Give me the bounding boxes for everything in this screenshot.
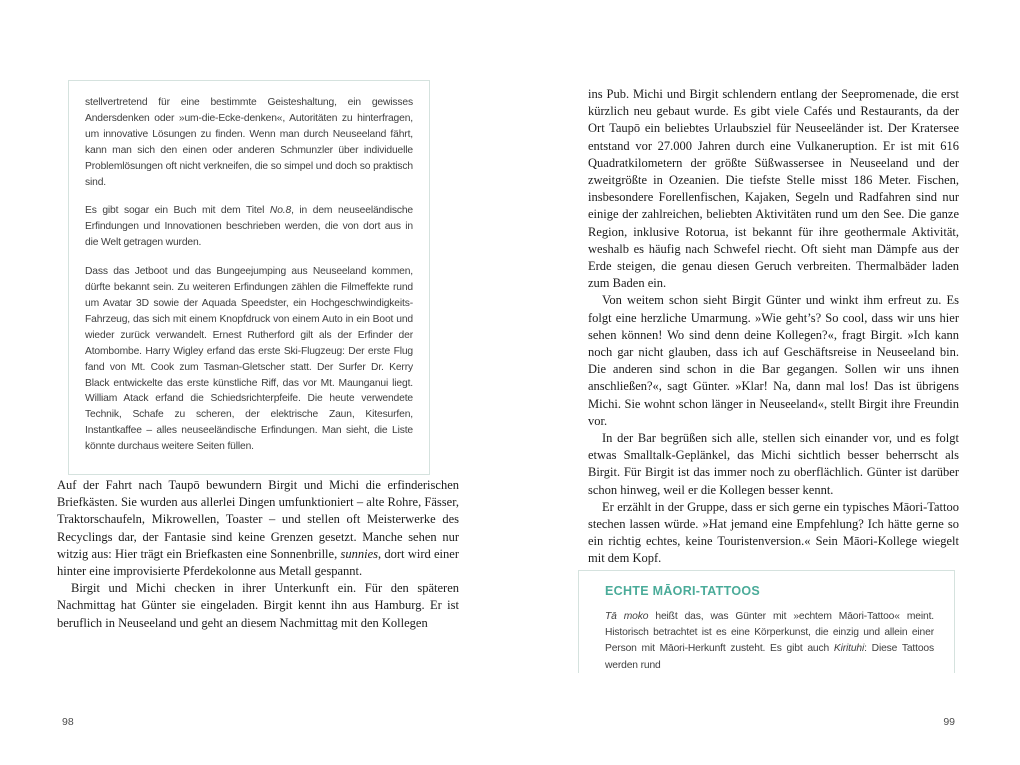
info-box-paragraph: Dass das Jetboot und das Bungeejumping aus Neuseeland kommen, dürfte bekannt sein. Zu weiteren Erfindungen zählen die Filmeffekte rund um Avatar 3D sowie der Aquada Speedster, ein Hochgeschwindigkeits-Fahrzeug, das sich mit einem Knopfdruck von einem Auto in ein Boot und wieder zurück verwandelt. Ernest Rutherford gilt als der Erfinder der Atombombe. Harry Wigley erfand das erste Ski-Flugzeug: Der erste Flug fand von Mt. Cook zum Tasman-Gletscher statt. Der Surfer Dr. Kerry Black entwickelte das erste künstliche Riff, das vor Mt. Maunganui liegt. William Atack erfand die Schiedsrichterpfeife. Die heute verwendete Technik, Schafe zu scheren, der elektrische Zaun, Kitesurfen, Instantkaffee – alles neuseeländische Erfindungen. Man sieht, die Liste könnte durchaus weitere Seiten füllen. bbox=[85, 266, 413, 453]
info-box-paragraph: Es gibt sogar ein Buch mit dem Titel No.8, in dem neuseeländische Erfindungen und Innovationen beschrieben werden, die von dort aus in die Welt getragen wurden. bbox=[85, 205, 413, 249]
info-box-title: ECHTE MĀORI-TATTOOS bbox=[605, 584, 760, 598]
body-paragraph: ins Pub. Michi und Birgit schlendern entlang der Seepromenade, die erst kürzlich neu gebaut wurde. Es gibt viele Cafés und Restaurants, da der Ort Taupō ein beliebtes Urlaubsziel für Neuseeländer ist. Der Kratersee entstand vor 27.000 Jahren durch eine Vulkaneruption. Er ist mit 616 Quadratkilometern der größte Süßwassersee in Neuseeland und der zweitgrößte in Ozeanien. Die tiefste Stelle misst 186 Meter. Fischen, insbesondere Forellenfischen, Kajaken, Segeln und Radfahren sind nur einige der zahlreichen, beliebten Aktivitäten rund um den See. Die ganze Region, inklusive Rotorua, ist bekannt für ihre geothermale Aktivität, weshalb es häufig nach Schwefel riecht. Oft sieht man Dämpfe aus der Erde steigen, die genau diesen Geruch verbreiten. Thermalbäder laden zum Baden ein. bbox=[588, 87, 959, 291]
info-box-paragraph: stellvertretend für eine bestimmte Geisteshaltung, ein gewisses Andersdenken oder »um-die-Ecke-denken«, Autoritäten zu hinterfragen, um innovative Lösungen zu finden. Wenn man durch Neuseeland fährt, kann man sich den einen oder anderen Schmunzler über individuelle Problemlösungen oft nicht verkneifen, die so simpel und doch so praktisch sind. bbox=[85, 97, 413, 188]
inventions-info-box bbox=[68, 80, 430, 475]
right-page-body bbox=[588, 86, 959, 568]
page-number-left: 98 bbox=[62, 716, 74, 728]
body-paragraph: Birgit und Michi checken in ihrer Unterkunft ein. Für den späteren Nachmittag hat Günter sie eingeladen. Birgit kennt ihn aus Hamburg. Er ist beruflich in Neuseeland und geht an diesem Nachmittag mit den Kollegen bbox=[57, 581, 459, 630]
maori-tattoo-info-box bbox=[578, 570, 955, 673]
page-number-right: 99 bbox=[943, 716, 955, 728]
body-paragraph: Auf der Fahrt nach Taupō bewundern Birgit und Michi die erfinderischen Briefkästen. Sie wurden aus allerlei Dingen umfunktioniert – alte Rohre, Fässer, Traktorschaufeln, Mikrowellen, Toaster – und stellen oft Meisterwerke des Recyclings dar, der Fantasie sind keine Grenzen gesetzt. Manche sehen nur witzig aus: Hier trägt ein Briefkasten eine Sonnenbrille, sunnies, dort wird einer hinter eine improvisierte Pferdekolonne aus Metall gespannt. bbox=[57, 478, 459, 579]
body-paragraph: In der Bar begrüßen sich alle, stellen sich einander vor, und es folgt etwas Smalltalk-Geplänkel, das Michi sichtlich besser beherrscht als Birgit. Für Birgit ist das immer noch zu oberflächlich. Günter ist darüber schon hinweg, weil er die Kollegen besser kennt. bbox=[588, 431, 959, 497]
body-paragraph: Er erzählt in der Gruppe, dass er sich gerne ein typisches Māori-Tattoo stechen lassen würde. »Hat jemand eine Empfehlung? Ich hätte gerne so ein richtig echtes, keine Touristenversion.« Sein Māori-Kollege wiegelt mit dem Kopf. bbox=[588, 499, 959, 566]
info-box-paragraph: Tā moko heißt das, was Günter mit »echtem Māori-Tattoo« meint. Historisch betrachtet ist es eine Körperkunst, die einzig und allein einer Person mit Māori-Herkunft zusteht. Es gibt auch Kirituhi: Diese Tattoos werden rund bbox=[605, 611, 934, 671]
body-paragraph: Von weitem schon sieht Birgit Günter und winkt ihm erfreut zu. Es folgt eine herzliche Umarmung. »Wie geht’s? So cool, dass wir uns hier sehen können! Wo sind denn deine Kollegen?«, fragt Birgit. »Ich kann noch gar nicht glauben, dass ich auf Geschäftsreise in Neuseeland bin. Die anderen sind schon in die Bar gegangen. Sollen wir uns ihnen anschließen?«, sagt Günter. »Klar! Na, dann mal los! Das ist übrigens Michi. Sie wohnt schon länger in Neuseeland«, stellt Birgit ihre Freundin vor. bbox=[588, 293, 959, 428]
left-page-body bbox=[57, 477, 459, 632]
